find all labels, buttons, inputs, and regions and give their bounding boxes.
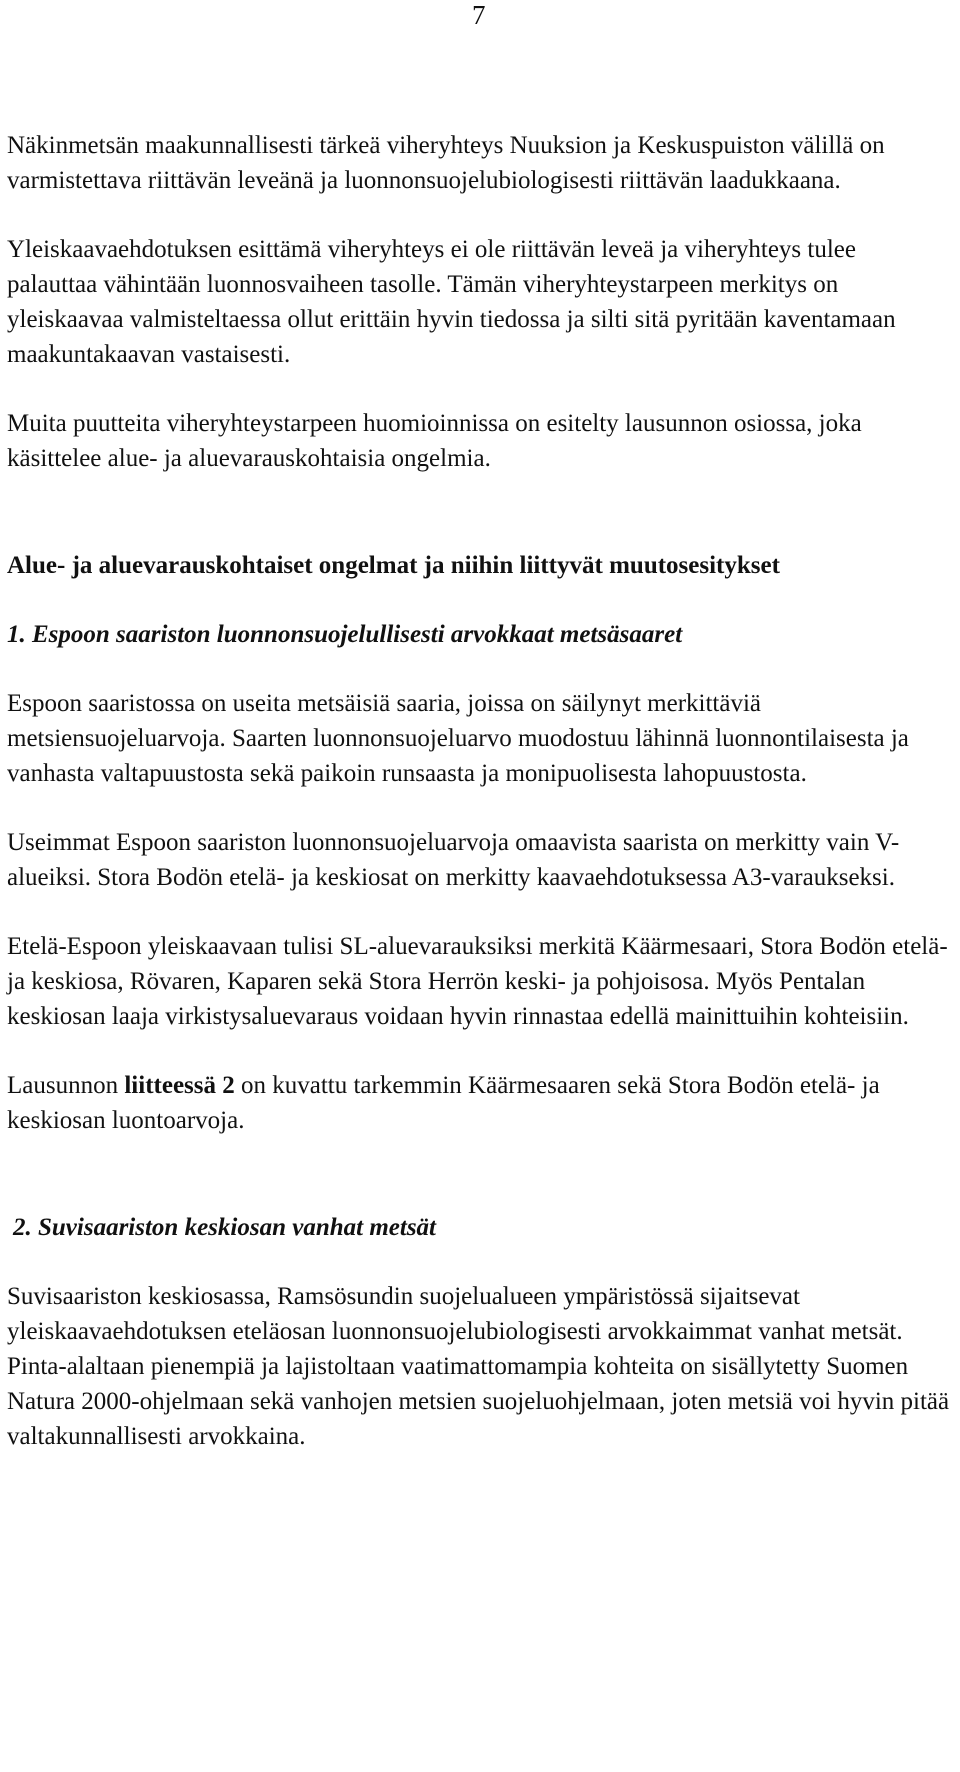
section-1-paragraph-2: Useimmat Espoon saariston luonnonsuojeluarvoja omaavista saarista on merkitty vain V-alueiksi. Stora Bodön etelä- ja keskiosat on merkitty kaavaehdotuksessa A3-varaukseksi. — [7, 829, 900, 891]
section-1-title: 1. Espoon saariston luonnonsuojelullisesti arvokkaat metsäsaaret — [7, 621, 683, 648]
section-1-paragraph-3: Etelä-Espoon yleiskaavaan tulisi SL-aluevarauksiksi merkitä Käärmesaari, Stora Bodön etelä- ja keskiosa, Rövaren, Kaparen sekä Stora Herrön keski- ja pohjoisosa. Myös Pentalan keskiosan laaja virkistysaluevaraus voidaan hyvin rinnastaa edellä mainittuihin kohteisiin. — [7, 933, 948, 1030]
page-number: 7 — [472, 0, 486, 30]
section-2-paragraph: Suvisaariston keskiosassa, Ramsösundin suojelualueen ympäristössä sijaitsevat yleiskaavaehdotuksen eteläosan luonnonsuojelubiologisesti arvokkaimmat vanhat metsät. Pinta-alaltaan pienempiä ja lajistoltaan vaatimattomampia kohteita on sisällytetty Suomen Natura 2000-ohjelmaan sekä vanhojen metsien suojeluohjelmaan, joten metsiä voi hyvin pitää valtakunnallisesti arvokkaina. — [7, 1283, 950, 1450]
paragraph-1: Näkinmetsän maakunnallisesti tärkeä viheryhteys Nuuksion ja Keskuspuiston välillä on varmistettava riittävän leveänä ja luonnonsuojelubiologisesti riittävän laadukkaana. — [7, 132, 885, 194]
section-1-paragraph-4 — [7, 1068, 952, 1138]
paragraph-2: Yleiskaavaehdotuksen esittämä viheryhteys ei ole riittävän leveä ja viheryhteys tulee palauttaa vähintään luonnosvaiheen tasolle. Tämän viheryhteystarpeen merkitys on yleiskaavaa valmisteltaessa ollut erittäin hyvin tiedossa ja silti sitä pyritään kaventamaan maakuntakaavan vastaisesti. — [7, 236, 896, 368]
paragraph-4-end: on kuvattu tarkemmin Käärmesaaren sekä Stora Bodön etelä- ja keskiosan luontoarvoja. — [7, 1072, 880, 1134]
paragraph-4-start: Lausunnon — [7, 1072, 125, 1099]
paragraph-3: Muita puutteita viheryhteystarpeen huomioinnissa on esitelty lausunnon osiossa, joka käsittelee alue- ja aluevarauskohtaisia ongelmia. — [7, 410, 862, 472]
document-body — [7, 128, 952, 1454]
section-heading: Alue- ja aluevarauskohtaiset ongelmat ja niihin liittyvät muutosesitykset — [7, 552, 780, 579]
attachment-reference: liitteessä 2 — [124, 1072, 235, 1099]
section-2-title: 2. Suvisaariston keskiosan vanhat metsät — [13, 1214, 436, 1241]
section-1-paragraph-1: Espoon saaristossa on useita metsäisiä saaria, joissa on säilynyt merkittäviä metsiensuojeluarvoja. Saarten luonnonsuojeluarvo muodostuu lähinnä luonnontilaisesta ja vanhasta valtapuustosta sekä paikoin runsaasta ja monipuolisesta lahopuustosta. — [7, 690, 909, 787]
